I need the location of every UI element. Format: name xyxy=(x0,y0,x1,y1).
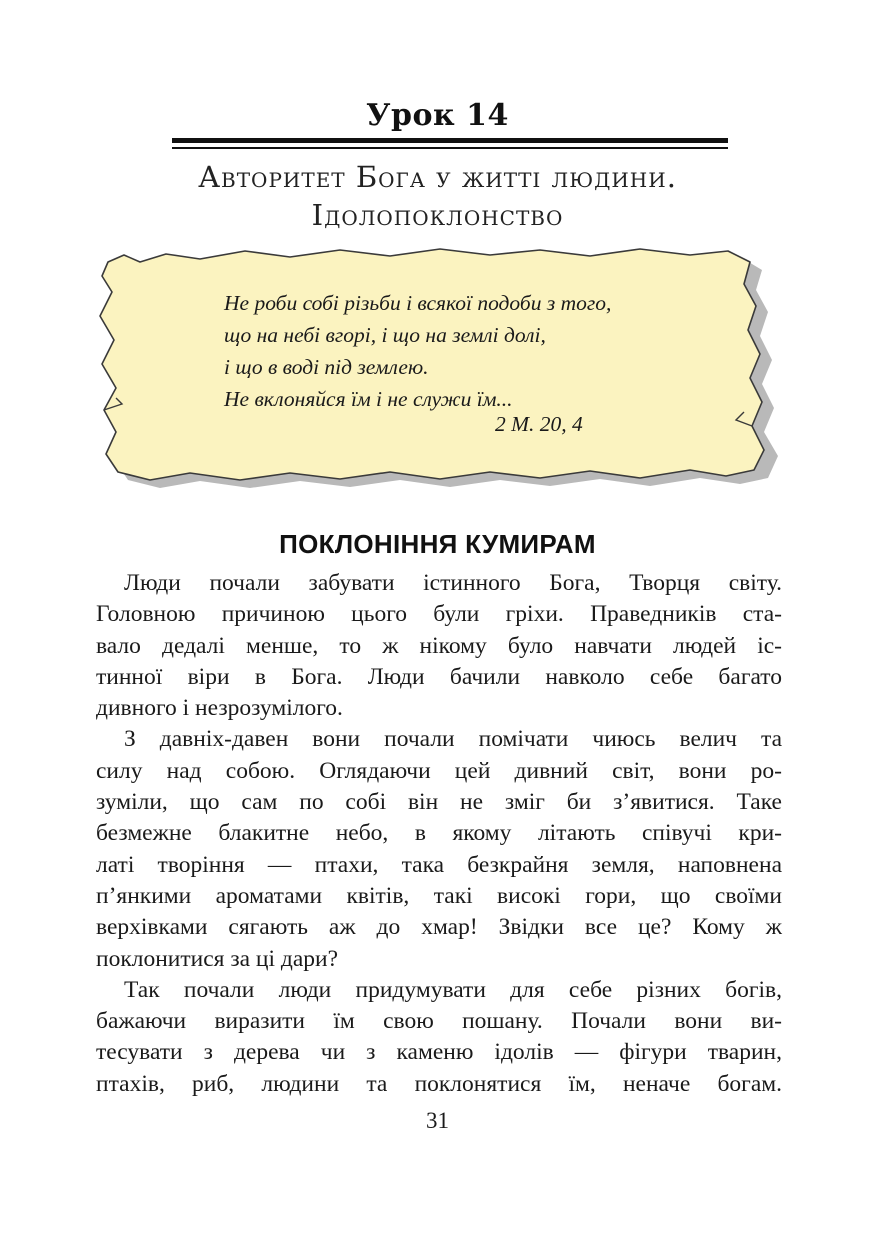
body-line: поклонитися за ці дари? xyxy=(96,945,339,972)
body-line: силу над собою. Оглядаючи цей дивний світ, вони ро- xyxy=(96,757,782,784)
body-line: верхівками сягають аж до хмар! Звідки все це? Кому ж xyxy=(96,914,782,941)
body-line: Головною причиною цього були гріхи. Праведників ста- xyxy=(96,601,782,628)
body-line: З давніх-давен вони почали помічати чиюсь велич та xyxy=(124,726,782,753)
epigraph-line: Не роби собі різьби і всякої подоби з того, xyxy=(224,291,612,315)
lesson-title-line-2: Ідолопоклонство xyxy=(311,198,564,232)
epigraph-quote xyxy=(224,287,611,415)
lesson-label: Урок 14 xyxy=(366,98,509,133)
page-number: 31 xyxy=(426,1108,449,1133)
body-line: зуміли, що сам по собі він не зміг би з’явитися. Таке xyxy=(96,789,782,816)
body-line: Люди почали забувати істинного Бога, Творця світу. xyxy=(124,570,782,596)
body-line: тинної віри в Бога. Люди бачили навколо себе багато xyxy=(96,663,782,690)
body-line: птахів, риб, людини та поклонятися їм, неначе богам. xyxy=(96,1070,782,1097)
body-line: Так почали люди придумувати для себе різних богів, xyxy=(124,976,782,1003)
epigraph-line: що на небі вгорі, і що на землі долі, xyxy=(224,323,546,347)
body-line: безмежне блакитне небо, в якому літають співучі кри- xyxy=(96,820,782,847)
body-line: бажаючи виразити їм свою пошану. Почали вони ви- xyxy=(96,1008,782,1035)
epigraph-line: і що в воді під землею. xyxy=(224,355,429,379)
epigraph-line: Не вклоняйся їм і не служи їм... xyxy=(224,387,513,411)
body-line: латі творіння — птахи, така безкрайня земля, наповнена xyxy=(96,851,782,878)
body-line: дивного і незрозумілого. xyxy=(96,695,343,722)
lesson-title-line-1: Авторитет Бога у житті людини. xyxy=(198,160,677,194)
section-body xyxy=(96,568,782,1100)
body-line: тесувати з дерева чи з каменю ідолів — фігури тварин, xyxy=(96,1039,782,1066)
section-heading: ПОКЛОНІННЯ КУМИРАМ xyxy=(279,529,596,559)
body-line: п’янкими ароматами квітів, такі високі гори, що своїми xyxy=(96,882,782,909)
body-line: вало дедалі менше, то ж нікому було навчати людей іс- xyxy=(96,632,782,659)
epigraph-reference: 2 М. 20, 4 xyxy=(495,412,583,436)
parchment-scroll xyxy=(0,0,875,520)
